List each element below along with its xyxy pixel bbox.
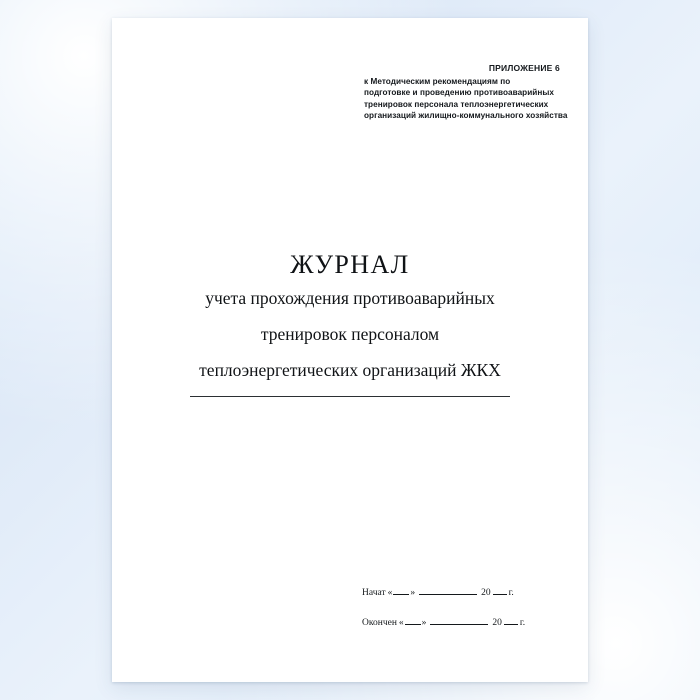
annex-line: организаций жилищно-коммунального хозяйства [364,111,568,121]
quote-close: » [421,618,427,628]
document-title: ЖУРНАЛ [290,250,410,279]
title-divider-rule [190,396,510,397]
quote-close: » [410,588,416,598]
year-blank [504,624,518,625]
quote-open: « [398,618,404,628]
finished-label: Окончен [362,618,397,628]
year-suffix: г. [508,588,514,598]
document-page [112,18,588,682]
title-block [112,250,588,388]
year-blank [493,594,507,595]
day-blank [393,594,409,595]
annex-line: тренировок персонала теплоэнергетических [364,99,549,109]
annex-line: к Методическим рекомендациям по [364,77,511,86]
day-blank [405,624,421,625]
month-blank [419,594,477,595]
annex-title: ПРИЛОЖЕНИЕ 6 [488,63,560,73]
started-label: Начат [362,588,386,598]
finished-field-row [362,616,562,630]
document-subtitle-line: теплоэнергетических организаций ЖКХ [199,360,501,380]
started-field-row [362,586,562,600]
document-subtitle-line: учета прохождения противоаварийных [205,288,495,308]
year-prefix: 20 [492,618,502,628]
quote-open: « [387,588,393,598]
footer-fields [362,586,562,646]
annex-header [364,63,568,122]
year-prefix: 20 [481,588,491,598]
annex-line: подготовке и проведению противоаварийных [364,88,555,98]
year-suffix: г. [519,618,526,628]
document-subtitle-line: тренировок персоналом [260,324,440,344]
month-blank [430,624,488,625]
